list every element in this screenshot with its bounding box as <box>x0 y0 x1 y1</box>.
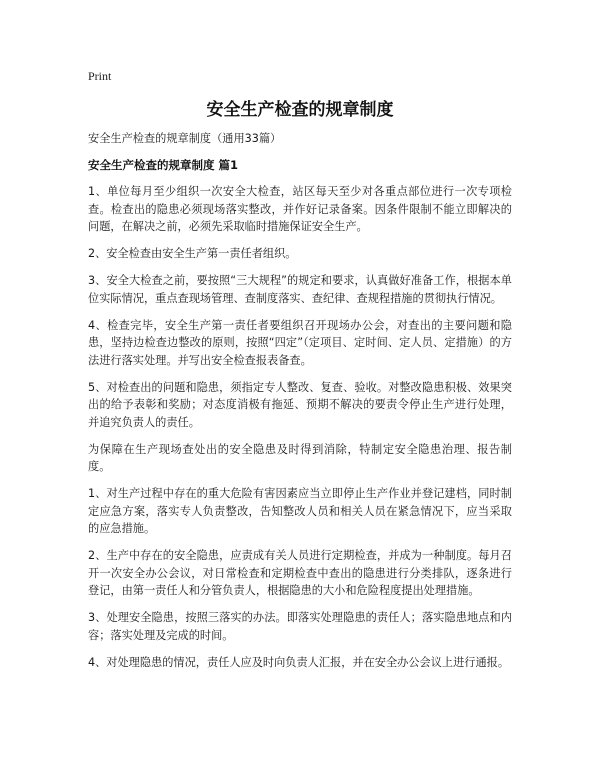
document-title: 安全生产检查的规章制度 <box>206 100 394 120</box>
document-subtitle: 安全生产检查的规章制度（通用33篇） <box>88 132 282 145</box>
paragraph: 为保障在生产现场查处出的安全隐患及时得到消除，特制定安全隐患治理、报告制度。 <box>88 442 512 473</box>
paragraph: 1、单位每月至少组织一次安全大检查，站区每天至少对各重点部位进行一次专项检查。检查出的隐患必须现场落实整改，并作好记录备案。因条件限制不能立即解决的问题，在解决之前，必须先采取临时措施保证安全生产。 <box>88 185 512 233</box>
section-heading: 安全生产检查的规章制度 篇1 <box>88 158 239 172</box>
paragraph: 3、处理安全隐患，按照三落实的办法。即落实处理隐患的责任人；落实隐患地点和内容；落实处理及完成的时间。 <box>88 611 512 642</box>
paragraph: 4、对处理隐患的情况，责任人应及时向负责人汇报，并在安全办公会议上进行通报。 <box>88 655 510 669</box>
paragraph: 2、安全检查由安全生产第一责任者组织。 <box>88 247 297 260</box>
paragraph: 1、对生产过程中存在的重大危险有害因素应当立即停止生产作业并登记建档，同时制定应急方案，落实专人负责整改，告知整改人员和相关人员在紧急情况下，应当采取的应急措施。 <box>88 487 512 535</box>
paragraph: 2、生产中存在的安全隐患，应责成有关人员进行定期检查，并成为一种制度。每月召开一次安全办公会议，对日常检查和定期检查中查出的隐患进行分类排队，逐条进行登记，由第一责任人和分管负责人，根据隐患的大小和危险程度提出处理措施。 <box>88 549 512 597</box>
print-link[interactable]: Print <box>88 69 112 83</box>
paragraph: 5、对检查出的问题和隐患，须指定专人整改、复查、验收。对整改隐患积极、效果突出的给予表彰和奖励；对态度消极有拖延、预期不解决的要责令停止生产进行处理，并追究负责人的责任。 <box>88 380 512 429</box>
paragraph: 4、检查完毕，安全生产第一责任者要组织召开现场办公会，对查出的主要问题和隐患，坚持边检查边整改的原则，按照“四定”（定项目、定时间、定人员、定措施）的方法进行落实处理。并写出安全检查报表备查。 <box>88 318 512 367</box>
paragraph: 3、安全大检查之前，要按照“三大规程”的规定和要求，认真做好准备工作，根据本单位实际情况，重点查现场管理、查制度落实、查纪律、查规程措施的贯彻执行情况。 <box>88 274 512 305</box>
